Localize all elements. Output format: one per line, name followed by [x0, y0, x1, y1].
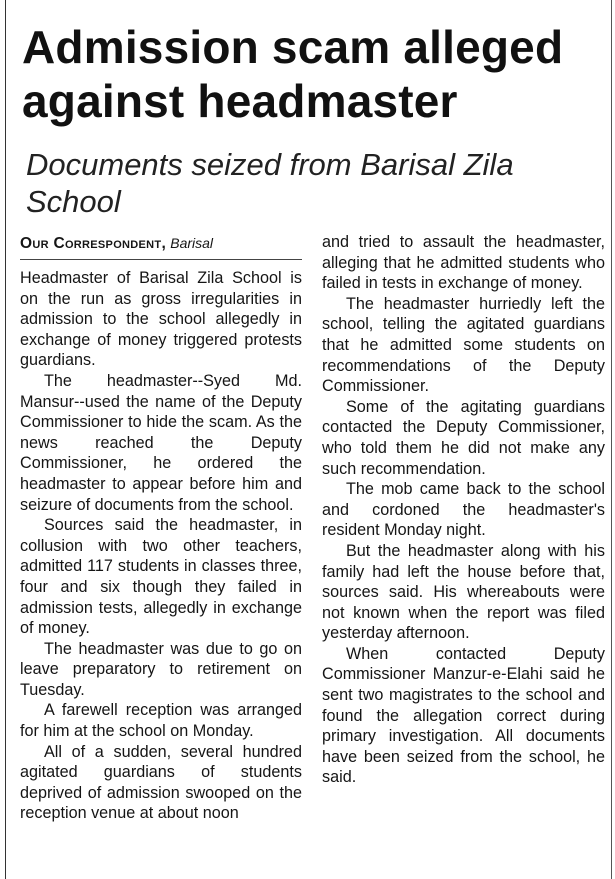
paragraph: When contacted Deputy Commissioner Manzur-e-Elahi said he sent two magistrates to the school and found the allegation correct during primary investigation. All documents have been seized from the school, he said.	[322, 644, 605, 787]
headline: Admission scam alleged against headmaster	[22, 21, 564, 127]
paragraph: The headmaster--Syed Md. Mansur--used the name of the Deputy Commissioner to hide the scam. As the news reached the Deputy Commissioner, he ordered the headmaster to appear before him and seizure of documents from the school.	[20, 371, 302, 514]
byline-author: Our Correspondent,	[20, 235, 167, 252]
subheadline: Documents seized from Barisal Zila School	[26, 147, 514, 219]
article-column-left	[20, 232, 302, 824]
paragraph: Some of the agitating guardians contacted the Deputy Commissioner, who told them he did not make any such recommendation.	[322, 397, 605, 478]
byline-place: Barisal	[170, 235, 214, 251]
paragraph: But the headmaster along with his family had left the house before that, sources said. His whereabouts were not known when the report was filed yesterday afternoon.	[322, 541, 605, 643]
paragraph: and tried to assault the headmaster, alleging that he admitted students who failed in tests in exchange of money.	[322, 233, 605, 293]
paragraph: The mob came back to the school and cordoned the headmaster's resident Monday night.	[322, 480, 605, 540]
paragraph: A farewell reception was arranged for him at the school on Monday.	[20, 701, 302, 741]
clipping-right-edge	[611, 0, 612, 879]
paragraph: The headmaster was due to go on leave preparatory to retirement on Tuesday.	[20, 639, 302, 699]
paragraph: The headmaster hurriedly left the school, telling the agitated guardians that he admitted some students on recommendations of the Deputy Commissioner.	[322, 294, 605, 396]
byline	[20, 232, 302, 254]
paragraph: Headmaster of Barisal Zila School is on the run as gross irregularities in admission to the school allegedly in exchange of money triggered protests guardians.	[20, 269, 302, 370]
clipping-left-edge	[5, 0, 6, 879]
byline-divider	[20, 259, 302, 260]
paragraph: Sources said the headmaster, in collusion with two other teachers, admitted 117 students in classes three, four and six though they failed in admission tests, allegedly in exchange of money.	[20, 516, 302, 638]
article-column-right	[322, 232, 605, 788]
paragraph: All of a sudden, several hundred agitated guardians of students deprived of admission swooped on the reception venue at about noon	[20, 742, 302, 823]
